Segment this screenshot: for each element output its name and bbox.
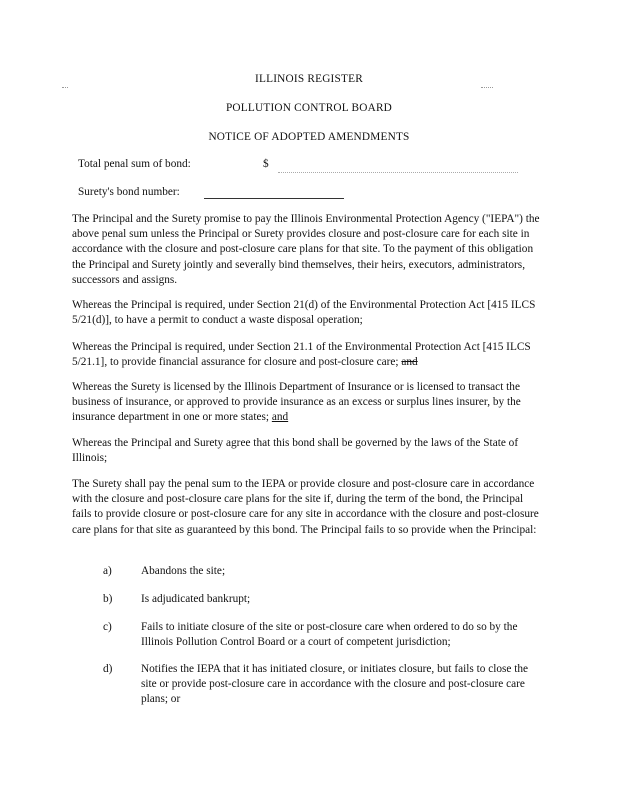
paragraph-surety-obligation: The Surety shall pay the penal sum to the IEPA or provide closure and post-closure care in accordance with the closure and post-closure care plans for the site if, during the term of the bond, the Principal fails to provide closure or post-closure care for any site in accordance with the closure and post-closure care plans for that site as guaranteed by this bond. The Principal fails to so provide when the Principal: [72, 478, 539, 536]
register-title: ILLINOIS REGISTER [255, 73, 363, 85]
surety-bond-blank [204, 198, 344, 199]
item-d-label: d) [103, 663, 113, 675]
paragraph-surety-licensed [72, 380, 542, 426]
penal-sum-blank [278, 172, 518, 173]
item-c-label: c) [103, 621, 112, 633]
item-b-label: b) [103, 593, 113, 605]
item-a-label: a) [103, 565, 112, 577]
item-d-text: Notifies the IEPA that it has initiated closure, or initiates closure, but fails to close the site or provide post-closure care in accordance with the closure and post-closure care plans; or [141, 663, 529, 706]
item-c-text: Fails to initiate closure of the site or post-closure care when ordered to do so by the Illinois Pollution Control Board or a court of competent jurisdiction; [141, 621, 518, 649]
notice-title: NOTICE OF ADOPTED AMENDMENTS [208, 131, 410, 143]
paragraph-governing-law: Whereas the Principal and Surety agree that this bond shall be governed by the laws of the State of Illinois; [72, 437, 519, 465]
paragraph-financial-assurance-text: Whereas the Principal is required, under Section 21.1 of the Environmental Protection Act [415 ILCS 5/21.1], to provide financial assurance for closure and post-closure care; [72, 341, 531, 369]
paragraph-permit: Whereas the Principal is required, under Section 21(d) of the Environmental Protection Act [415 ILCS 5/21(d)], to have a permit to conduct a waste disposal operation; [72, 299, 536, 327]
penal-sum-label: Total penal sum of bond: [78, 158, 191, 170]
paragraph-financial-assurance [72, 340, 542, 370]
surety-bond-label: Surety's bond number: [78, 186, 180, 198]
board-title: POLLUTION CONTROL BOARD [225, 102, 393, 114]
paragraph-promise: The Principal and the Surety promise to pay the Illinois Environmental Protection Agency ("IEPA") the above penal sum unless the Principal or Surety provides closure and post-closure care for each site in accordance with the closure and post-closure care plans for that site. To the payment of this obligation the Principal and Surety jointly and severally bind themselves, their heirs, executors, administrators, successors and assigns. [72, 213, 540, 286]
paragraph-surety-licensed-text: Whereas the Surety is licensed by the Illinois Department of Insurance or is licensed to transact the business of insurance, or approved to provide insurance as an excess or surplus lines insurer, by the insurance department in one or more states; [72, 381, 521, 424]
item-a-text: Abandons the site; [141, 565, 226, 577]
added-and: and [271, 411, 289, 424]
deleted-and: and [401, 356, 418, 369]
item-b-text: Is adjudicated bankrupt; [141, 593, 251, 605]
penal-sum-currency: $ [263, 158, 269, 170]
